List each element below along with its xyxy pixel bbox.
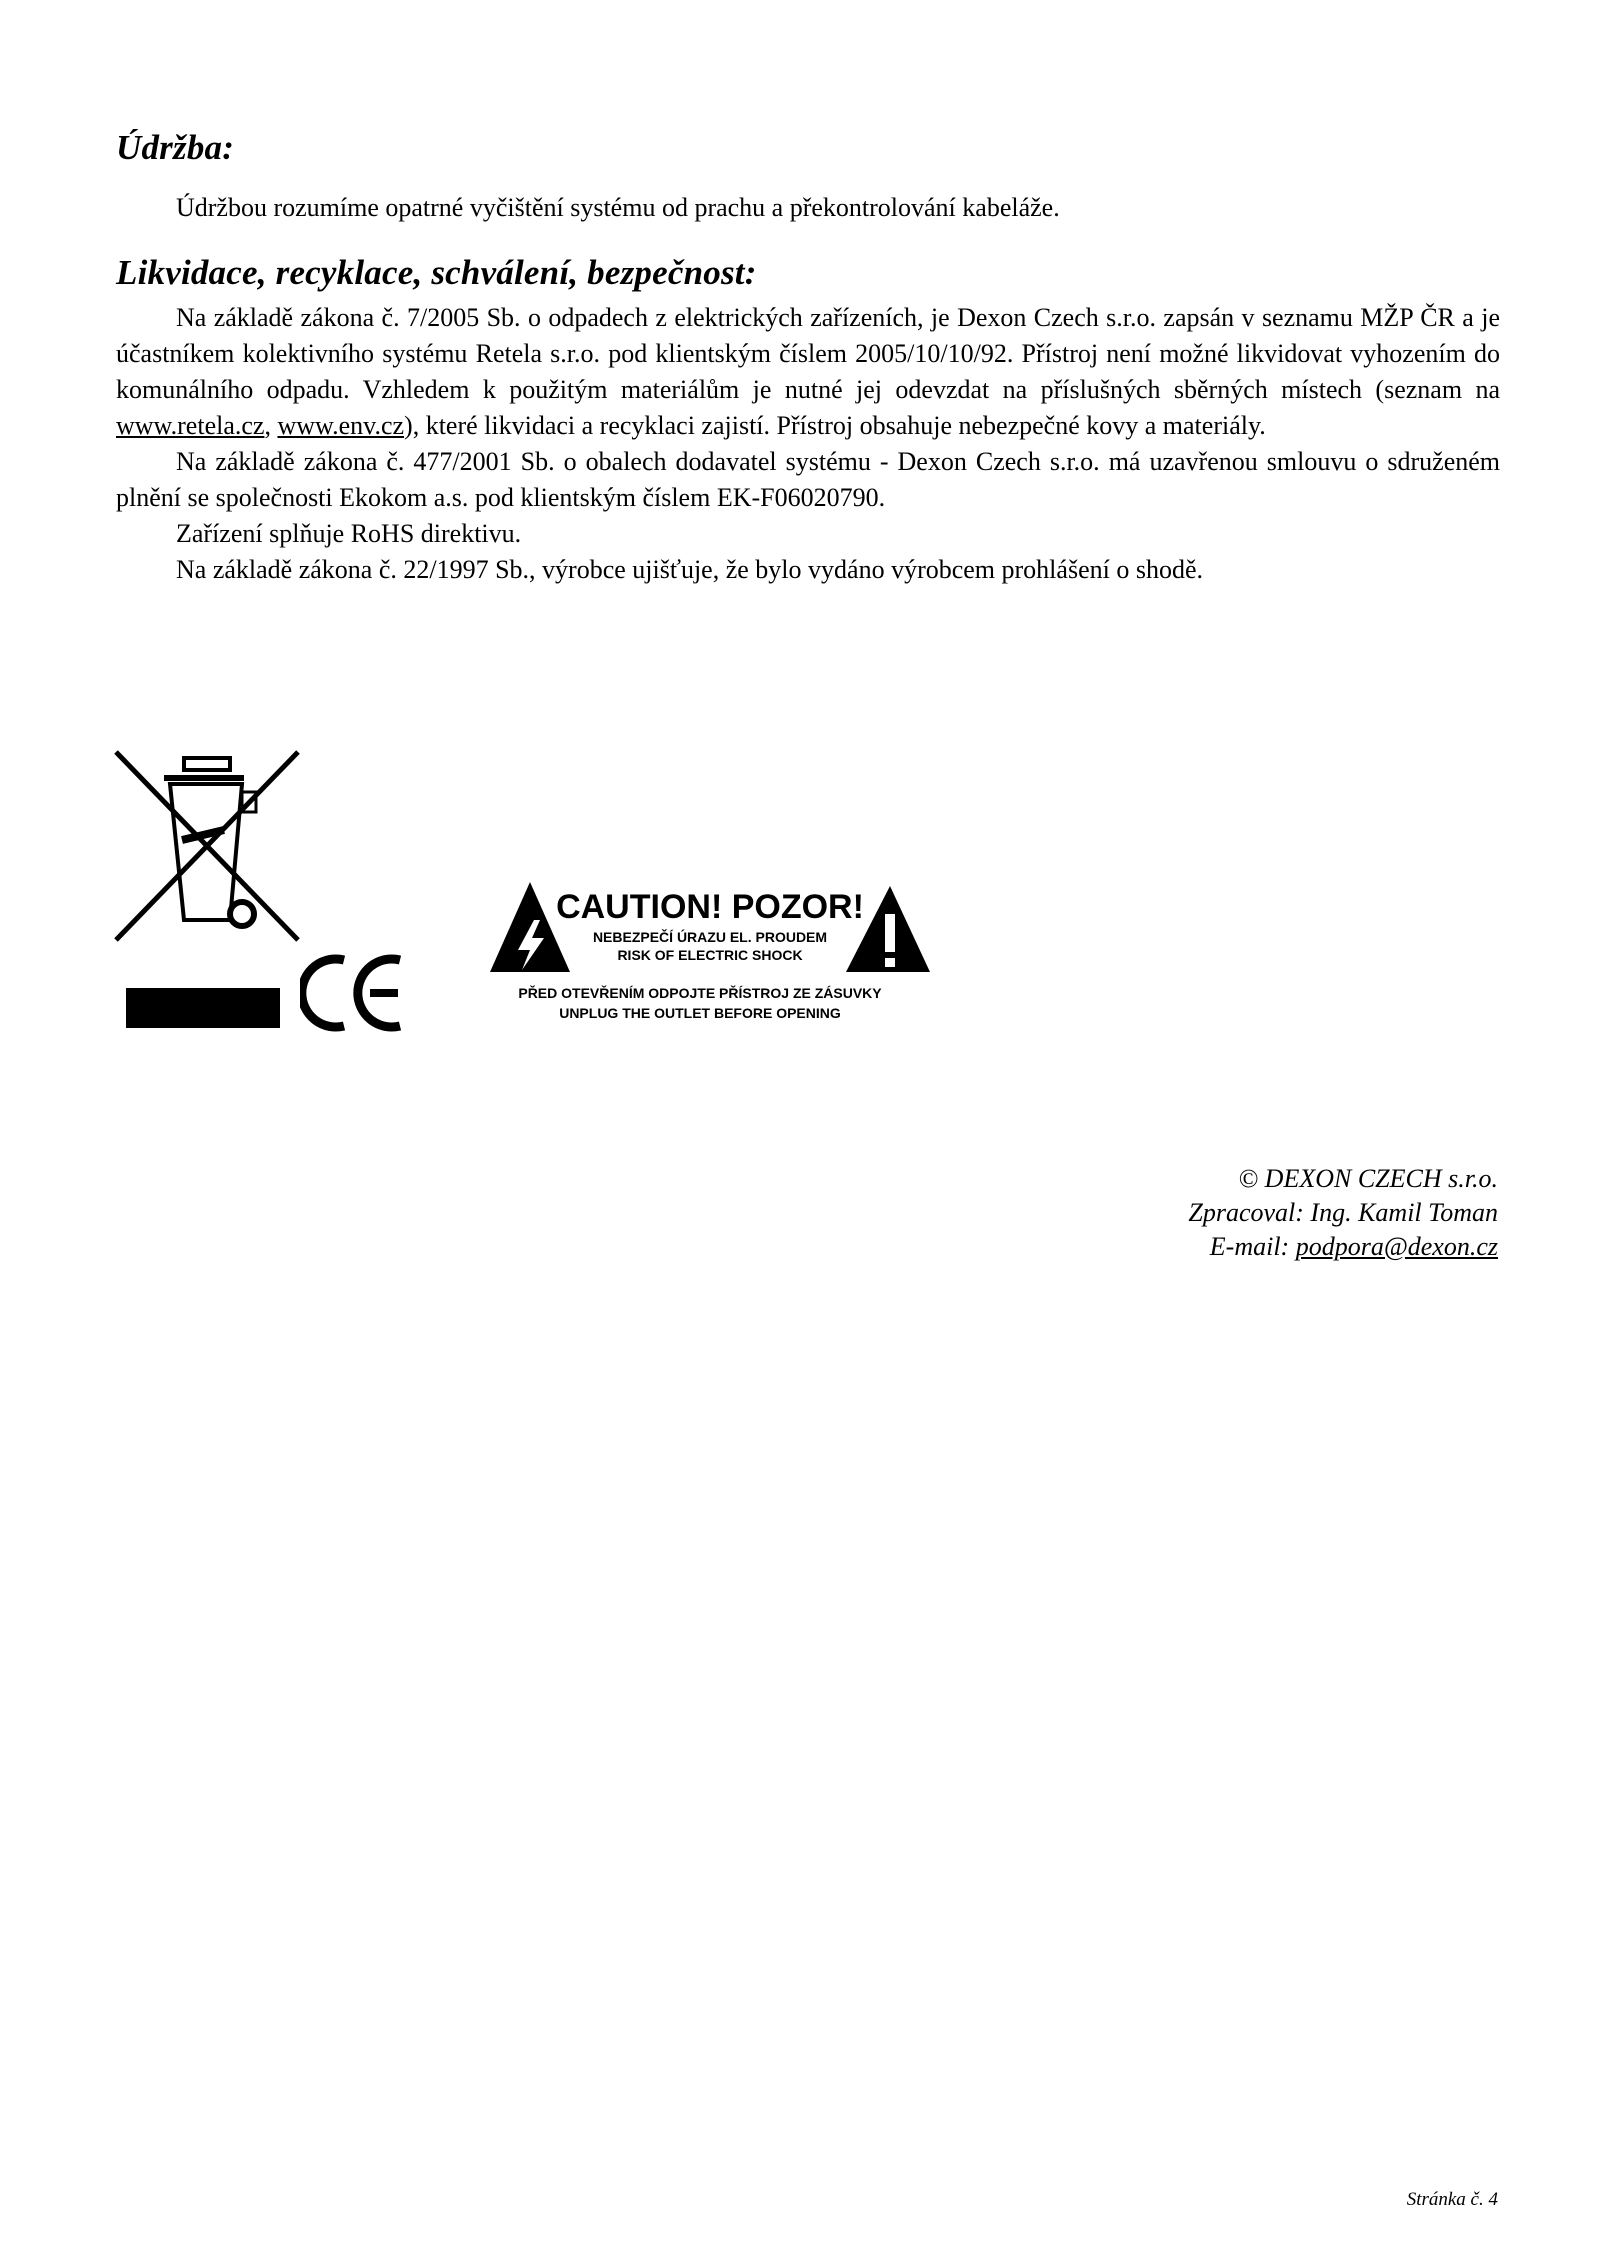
retela-link[interactable]: www.retela.cz	[116, 411, 265, 440]
disposal-paragraph-2: Na základě zákona č. 477/2001 Sb. o obalech dodavatel systému - Dexon Czech s.r.o. má uzavřenou smlouvu o sdruženém plnění se společnosti Ekokom a.s. pod klientským číslem EK-F06020790.	[116, 447, 1500, 512]
maintenance-section	[116, 190, 1500, 226]
disposal-text-separator: ,	[264, 411, 278, 440]
disposal-paragraph-4: Na základě zákona č. 22/1997 Sb., výrobce ujišťuje, že bylo vydáno výrobcem prohlášení o shodě.	[176, 555, 1203, 584]
disposal-heading: Likvidace, recyklace, schválení, bezpečnost:	[116, 253, 757, 292]
caution-line-4: UNPLUG THE OUTLET BEFORE OPENING	[559, 1005, 841, 1021]
caution-line-2: RISK OF ELECTRIC SHOCK	[617, 947, 803, 963]
footer-prepared-by: Zpracoval: Ing. Kamil Toman	[1188, 1198, 1498, 1227]
caution-line-3: PŘED OTEVŘENÍM ODPOJTE PŘÍSTROJ ZE ZÁSUVKY	[518, 985, 882, 1001]
footer-email-label: E-mail:	[1209, 1232, 1296, 1261]
caution-warning-label	[490, 880, 930, 1030]
ce-mark-icon	[300, 948, 410, 1038]
weee-black-bar	[126, 988, 280, 1028]
crossed-out-wheelie-bin-icon	[112, 748, 302, 944]
footer-company: © DEXON CZECH s.r.o.	[1238, 1164, 1498, 1193]
maintenance-text: Údržbou rozumíme opatrné vyčištění systému od prachu a překontrolování kabeláže.	[176, 193, 1060, 222]
disposal-section	[116, 300, 1500, 588]
disposal-text-part: Na základě zákona č. 7/2005 Sb. o odpadech z elektrických zařízeních, je Dexon Czech s.r.o. zapsán v seznamu MŽP ČR a je účastníkem kolektivního systému Retela s.r.o. pod klientským číslem 2005/10/10/92. Přístroj není možné likvidovat vyhozením do komunálního odpadu. Vzhledem k použitým materiálům je nutné jej odevzdat na příslušných sběrných místech (seznam na	[116, 303, 1500, 404]
disposal-paragraph-3: Zařízení splňuje RoHS direktivu.	[176, 519, 522, 548]
caution-title: CAUTION! POZOR!	[556, 888, 864, 926]
footer-email	[1210, 1230, 1498, 1264]
maintenance-heading: Údržba:	[116, 128, 235, 167]
disposal-text-part: ), které likvidaci a recyklaci zajistí. Přístroj obsahuje nebezpečné kovy a materiály.	[404, 411, 1266, 440]
env-link[interactable]: www.env.cz	[277, 411, 405, 440]
disposal-paragraph-1	[116, 300, 1500, 444]
page-number: Stránka č. 4	[1406, 2189, 1498, 2210]
email-link[interactable]: podpora@dexon.cz	[1295, 1232, 1498, 1261]
caution-line-1: NEBEZPEČÍ ÚRAZU EL. PROUDEM	[592, 929, 828, 945]
